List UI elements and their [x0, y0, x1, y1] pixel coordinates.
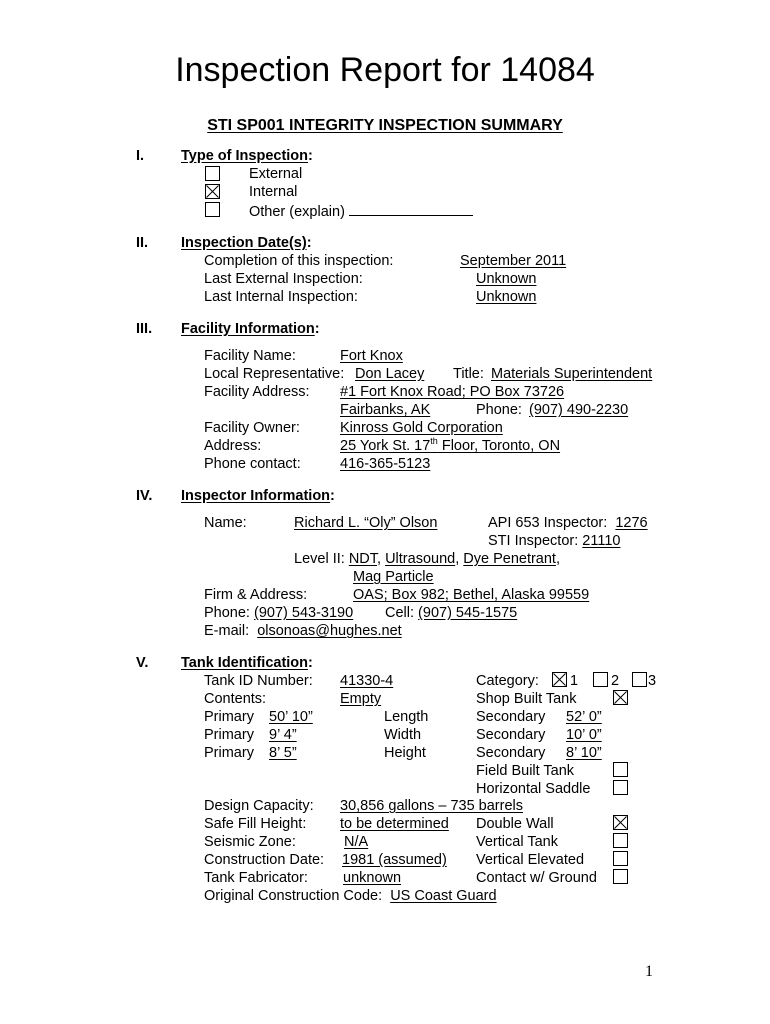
field-built-label: Field Built Tank	[476, 763, 575, 779]
section-1-number: I.	[136, 148, 145, 164]
firm-value: OAS; Box 982; Bethel, Alaska 99559	[353, 587, 590, 603]
facility-address-label: Facility Address:	[204, 384, 310, 400]
category-3-label: 3	[648, 673, 657, 689]
inspector-cell: Cell: (907) 545-1575	[385, 605, 518, 621]
checkbox-internal[interactable]	[205, 184, 220, 199]
checkbox-double-wall[interactable]	[613, 815, 628, 830]
facility-name-label: Facility Name:	[204, 348, 296, 364]
checkbox-vertical-elevated[interactable]	[613, 851, 628, 866]
height-label: Height	[384, 745, 426, 761]
checkbox-vertical-tank[interactable]	[613, 833, 628, 848]
section-2-number: II.	[136, 235, 149, 251]
horizontal-saddle-label: Horizontal Saddle	[476, 781, 591, 797]
secondary-width-label: Secondary	[476, 727, 546, 743]
facility-address-value: #1 Fort Knox Road; PO Box 73726	[340, 384, 565, 400]
section-4-number: IV.	[136, 488, 153, 504]
facility-city-value: Fairbanks, AK	[340, 402, 431, 418]
report-subtitle: STI SP001 INTEGRITY INSPECTION SUMMARY	[207, 117, 563, 134]
rep-title-value: Materials Superintendent	[491, 366, 653, 382]
secondary-length-label: Secondary	[476, 709, 546, 725]
facility-phone-value: (907) 490-2230	[529, 402, 629, 418]
shop-built-label: Shop Built Tank	[476, 691, 577, 707]
other-explain-blank[interactable]	[349, 201, 473, 216]
double-wall-label: Double Wall	[476, 816, 554, 832]
vertical-tank-label: Vertical Tank	[476, 834, 558, 850]
facility-owner-value: Kinross Gold Corporation	[340, 420, 503, 436]
inspector-email: E-mail: olsonoas@hughes.net	[204, 623, 402, 639]
checkbox-external[interactable]	[205, 166, 220, 181]
level-ii-mag-particle: Mag Particle	[353, 569, 434, 585]
inspector-phone: Phone: (907) 543-3190	[204, 605, 354, 621]
facility-phone-label: Phone:	[476, 402, 522, 418]
local-rep-label: Local Representative:	[204, 366, 345, 382]
primary-length-value: 50’ 10”	[269, 709, 313, 725]
section-3-number: III.	[136, 321, 153, 337]
secondary-width-value: 10’ 0”	[566, 727, 602, 743]
page-title: Inspection Report for 14084	[175, 51, 595, 89]
primary-length-label: Primary	[204, 709, 254, 725]
contents-value: Empty	[340, 691, 382, 707]
last-internal-value: Unknown	[476, 289, 537, 305]
category-label: Category:	[476, 673, 539, 689]
level-ii: Level II: NDT, Ultrasound, Dye Penetrant,	[294, 551, 560, 567]
section-1-heading: Type of Inspection:	[181, 148, 313, 164]
section-2-heading: Inspection Date(s):	[181, 235, 312, 251]
category-1-label: 1	[570, 673, 579, 689]
secondary-height-label: Secondary	[476, 745, 546, 761]
firm-label: Firm & Address:	[204, 587, 308, 603]
primary-width-label: Primary	[204, 727, 254, 743]
category-2-label: 2	[611, 673, 620, 689]
construction-date-label: Construction Date:	[204, 852, 325, 868]
owner-address-label: Address:	[204, 438, 262, 454]
safe-fill-value: to be determined	[340, 816, 449, 832]
section-5-heading: Tank Identification:	[181, 655, 313, 671]
sti-inspector-label: STI Inspector: 21110	[488, 533, 621, 549]
tank-fabricator-value: unknown	[343, 870, 402, 886]
checkbox-contact-ground[interactable]	[613, 869, 628, 884]
option-internal-label: Internal	[249, 184, 298, 200]
rep-title-label: Title:	[453, 366, 484, 382]
tank-id-value: 41330-4	[340, 673, 394, 689]
checkbox-category-3[interactable]	[632, 672, 647, 687]
section-3-heading: Facility Information:	[181, 321, 320, 337]
inspector-name-label: Name:	[204, 515, 247, 531]
local-rep-value: Don Lacey	[355, 366, 425, 382]
last-internal-label: Last Internal Inspection:	[204, 289, 358, 305]
tank-id-label: Tank ID Number:	[204, 673, 313, 689]
seismic-value: N/A	[344, 834, 369, 850]
seismic-label: Seismic Zone:	[204, 834, 296, 850]
option-external-label: External	[249, 166, 303, 182]
safe-fill-label: Safe Fill Height:	[204, 816, 307, 832]
phone-contact-label: Phone contact:	[204, 456, 301, 472]
construction-code: Original Construction Code: US Coast Guard	[204, 888, 497, 904]
primary-width-value: 9’ 4”	[269, 727, 297, 743]
design-capacity-label: Design Capacity:	[204, 798, 314, 814]
api-inspector-label: API 653 Inspector: 1276	[488, 515, 648, 531]
section-5-number: V.	[136, 655, 149, 671]
checkbox-shop-built[interactable]	[613, 690, 628, 705]
primary-height-value: 8’ 5”	[269, 745, 297, 761]
secondary-length-value: 52’ 0”	[566, 709, 602, 725]
length-label: Length	[384, 709, 429, 725]
checkbox-other[interactable]	[205, 202, 220, 217]
last-external-value: Unknown	[476, 271, 537, 287]
last-external-label: Last External Inspection:	[204, 271, 363, 287]
owner-address-value: 25 York St. 17th Floor, Toronto, ON	[340, 436, 561, 454]
page-number: 1	[645, 963, 653, 980]
tank-fabricator-label: Tank Fabricator:	[204, 870, 308, 886]
option-other-label: Other (explain)	[249, 201, 473, 221]
completion-value: September 2011	[460, 253, 567, 269]
facility-owner-label: Facility Owner:	[204, 420, 300, 436]
checkbox-field-built[interactable]	[613, 762, 628, 777]
primary-height-label: Primary	[204, 745, 254, 761]
contents-label: Contents:	[204, 691, 267, 707]
phone-contact-value: 416-365-5123	[340, 456, 431, 472]
checkbox-category-2[interactable]	[593, 672, 608, 687]
facility-name-value: Fort Knox	[340, 348, 403, 364]
width-label: Width	[384, 727, 422, 743]
checkbox-horizontal-saddle[interactable]	[613, 780, 628, 795]
construction-date-value: 1981 (assumed)	[342, 852, 447, 868]
inspector-name-value: Richard L. “Oly” Olson	[294, 515, 438, 531]
completion-label: Completion of this inspection:	[204, 253, 394, 269]
checkbox-category-1[interactable]	[552, 672, 567, 687]
secondary-height-value: 8’ 10”	[566, 745, 602, 761]
vertical-elevated-label: Vertical Elevated	[476, 852, 585, 868]
contact-ground-label: Contact w/ Ground	[476, 870, 597, 886]
section-4-heading: Inspector Information:	[181, 488, 335, 504]
design-capacity-value: 30,856 gallons – 735 barrels	[340, 798, 523, 814]
